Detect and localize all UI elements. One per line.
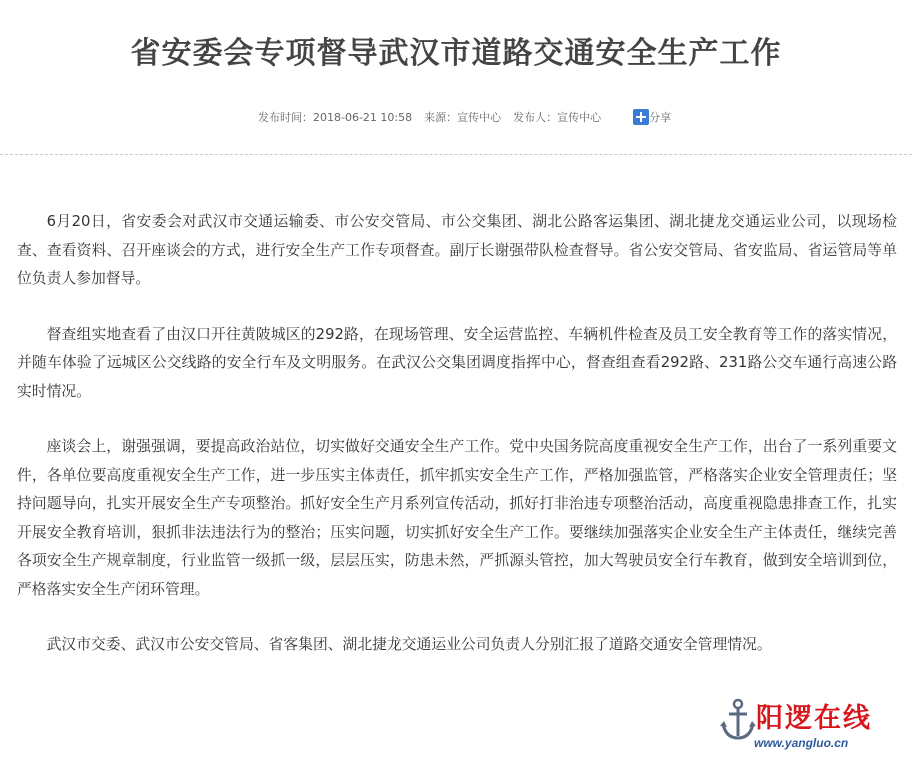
article-title: 省安委会专项督导武汉市道路交通安全生产工作	[130, 36, 782, 72]
source-label: 来源：	[424, 111, 458, 124]
share-label[interactable]: 分享	[649, 111, 672, 124]
publish-time: 2018-06-21 10:58	[313, 110, 413, 124]
plus-share-icon[interactable]	[633, 109, 649, 125]
article-paragraph-1: 6月20日，省安委会对武汉市交通运输委、市公安交管局、市公交集团、湖北公路客运集团、湖北捷龙交通运业公司，以现场检查、查看资料、召开座谈会的方式，进行安全生产工作专项督查。副厅长谢强带队检查督导。省公安交管局、省安监局、省运管局等单位负责人参加督导。	[17, 213, 897, 287]
anchor-icon	[718, 698, 758, 742]
publisher-value: 宣传中心	[557, 111, 602, 124]
article-paragraph-2: 督查组实地查看了由汉口开往黄陂城区的292路，在现场管理、安全运营监控、车辆机件检查及员工安全教育等工作的落实情况，并随车体验了远城区公交线路的安全行车及文明服务。在武汉公交集团调度指挥中心，督查组查看292路、231路公交车通行高速公路实时情况。	[17, 325, 897, 400]
site-watermark	[718, 696, 904, 760]
watermark-name: 阳逻在线	[756, 703, 872, 734]
article-meta	[258, 107, 671, 127]
meta-divider	[0, 154, 912, 155]
share-button[interactable]	[633, 109, 671, 125]
article-paragraph-4: 武汉市交委、武汉市公安交管局、省客集团、湖北捷龙交通运业公司负责人分别汇报了道路交通安全管理情况。	[46, 636, 772, 653]
article-body	[17, 208, 897, 687]
article-paragraph-3: 座谈会上，谢强强调，要提高政治站位，切实做好交通安全生产工作。党中央国务院高度重视安全生产工作，出台了一系列重要文件，各单位要高度重视安全生产工作，进一步压实主体责任，抓牢抓实安全生产工作，严格加强监管，严格落实企业安全管理责任；坚持问题导向，扎实开展安全生产专项整治。抓好安全生产月系列宣传活动，抓好打非治违专项整治活动，高度重视隐患排查工作，扎实开展安全教育培训，狠抓非法违法行为的整治；压实问题，切实抓好安全生产工作。要继续加强落实企业安全生产主体责任，继续完善各项安全生产规章制度，行业监管一级抓一级，层层压实，防患未然，严抓源头管控，加大驾驶员安全行车教育，做到安全培训到位，严格落实安全生产闭环管理。	[17, 438, 897, 598]
publisher-label: 发布人：	[513, 111, 558, 124]
publish-time-label: 发布时间：	[258, 111, 313, 124]
watermark-url: www.yangluo.cn	[754, 736, 849, 750]
source-value: 宣传中心	[457, 111, 502, 124]
